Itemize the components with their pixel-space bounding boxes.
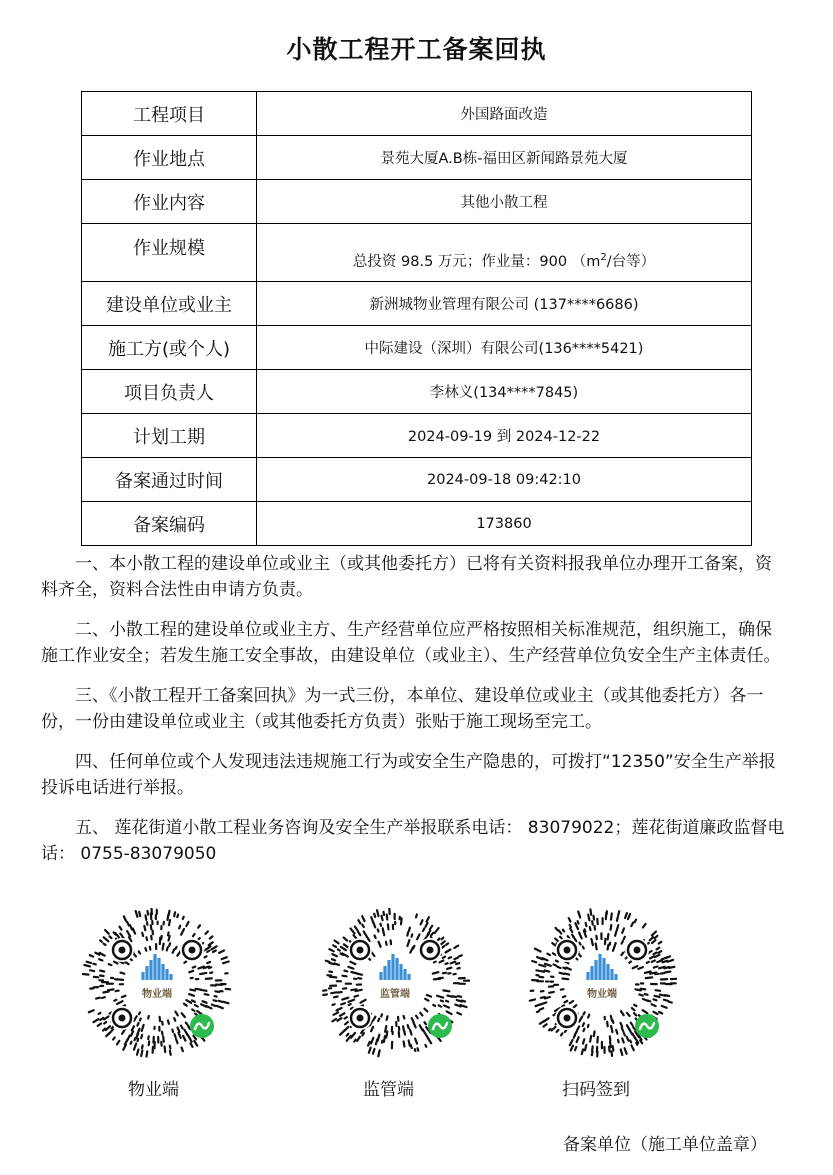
row-value <box>257 224 752 282</box>
row-label: 备案通过时间 <box>82 458 257 502</box>
notice-paragraph: 一、本小散工程的建设单位或业主（或其他委托方）已将有关资料报我单位办理开工备案，资料齐全，资料合法性由申请方负责。 <box>41 554 772 600</box>
row-value: 外国路面改造 <box>257 92 752 136</box>
row-value: 中际建设（深圳）有限公司(136****5421) <box>257 326 752 370</box>
notice-paragraph: 三、《小散工程开工备案回执》为一式三份，本单位、建设单位或业主（或其他委托方）各一份，一份由建设单位或业主（或其他委托方负责）张贴于施工现场至完工。 <box>41 686 764 732</box>
row-value: 景苑大厦A.B栋-福田区新闻路景苑大厦 <box>257 136 752 180</box>
notice-paragraph: 二、小散工程的建设单位或业主方、生产经营单位应严格按照相关标准规范，组织施工，确保施工作业安全；若发生施工安全事故，由建设单位（或业主）、生产经营单位负安全生产主体责任。 <box>41 620 781 666</box>
row-label: 施工方(或个人) <box>82 326 257 370</box>
table-row <box>82 180 752 224</box>
svg-text:物业端: 物业端 <box>587 989 617 1000</box>
table-row <box>82 92 752 136</box>
table-row <box>82 224 752 282</box>
table-row <box>82 326 752 370</box>
table-row <box>82 282 752 326</box>
svg-text:物业端: 物业端 <box>142 989 172 1000</box>
notice-paragraph: 四、任何单位或个人发现违法违规施工行为或安全生产隐患的，可拨打“12350”安全生产举报投诉电话进行举报。 <box>41 752 776 798</box>
qr-caption-supervision: 监管端 <box>363 1080 414 1100</box>
row-label: 项目负责人 <box>82 370 257 414</box>
notice-paragraph: 五、 莲花街道小散工程业务咨询及安全生产举报联系电话： 83079022；莲花街道廉政监督电话： 0755-83079050 <box>41 818 785 864</box>
table-row <box>82 370 752 414</box>
row-label: 作业内容 <box>82 180 257 224</box>
filing-unit-stamp-label: 备案单位（施工单位盖章） <box>563 1135 767 1155</box>
row-label: 建设单位或业主 <box>82 282 257 326</box>
scale-suffix: /台等） <box>606 254 656 270</box>
row-label: 作业地点 <box>82 136 257 180</box>
table-row <box>82 136 752 180</box>
row-label: 计划工期 <box>82 414 257 458</box>
row-value: 其他小散工程 <box>257 180 752 224</box>
qr-code-checkin[interactable] <box>527 908 677 1058</box>
row-label: 作业规模 <box>82 224 257 282</box>
row-value: 李林义(134****7845) <box>257 370 752 414</box>
notice-paragraphs <box>41 551 786 881</box>
table-row <box>82 458 752 502</box>
svg-text:监管端: 监管端 <box>380 989 410 1000</box>
page-title: 小散工程开工备案回执 <box>286 35 547 64</box>
qr-caption-property: 物业端 <box>128 1080 179 1100</box>
qr-code-supervision[interactable] <box>320 908 470 1058</box>
qr-caption-checkin: 扫码签到 <box>562 1080 630 1100</box>
row-value: 新洲城物业管理有限公司 (137****6686) <box>257 282 752 326</box>
scale-text: 总投资 98.5 万元；作业量：900 （m <box>352 254 601 270</box>
row-label: 备案编码 <box>82 502 257 546</box>
row-label: 工程项目 <box>82 92 257 136</box>
qr-code-property[interactable] <box>82 908 232 1058</box>
filing-info-table <box>81 91 752 546</box>
unit-superscript: 2 <box>600 252 607 264</box>
table-row <box>82 414 752 458</box>
row-value: 2024-09-19 到 2024-12-22 <box>257 414 752 458</box>
row-value: 2024-09-18 09:42:10 <box>257 458 752 502</box>
table-row <box>82 502 752 546</box>
row-value: 173860 <box>257 502 752 546</box>
